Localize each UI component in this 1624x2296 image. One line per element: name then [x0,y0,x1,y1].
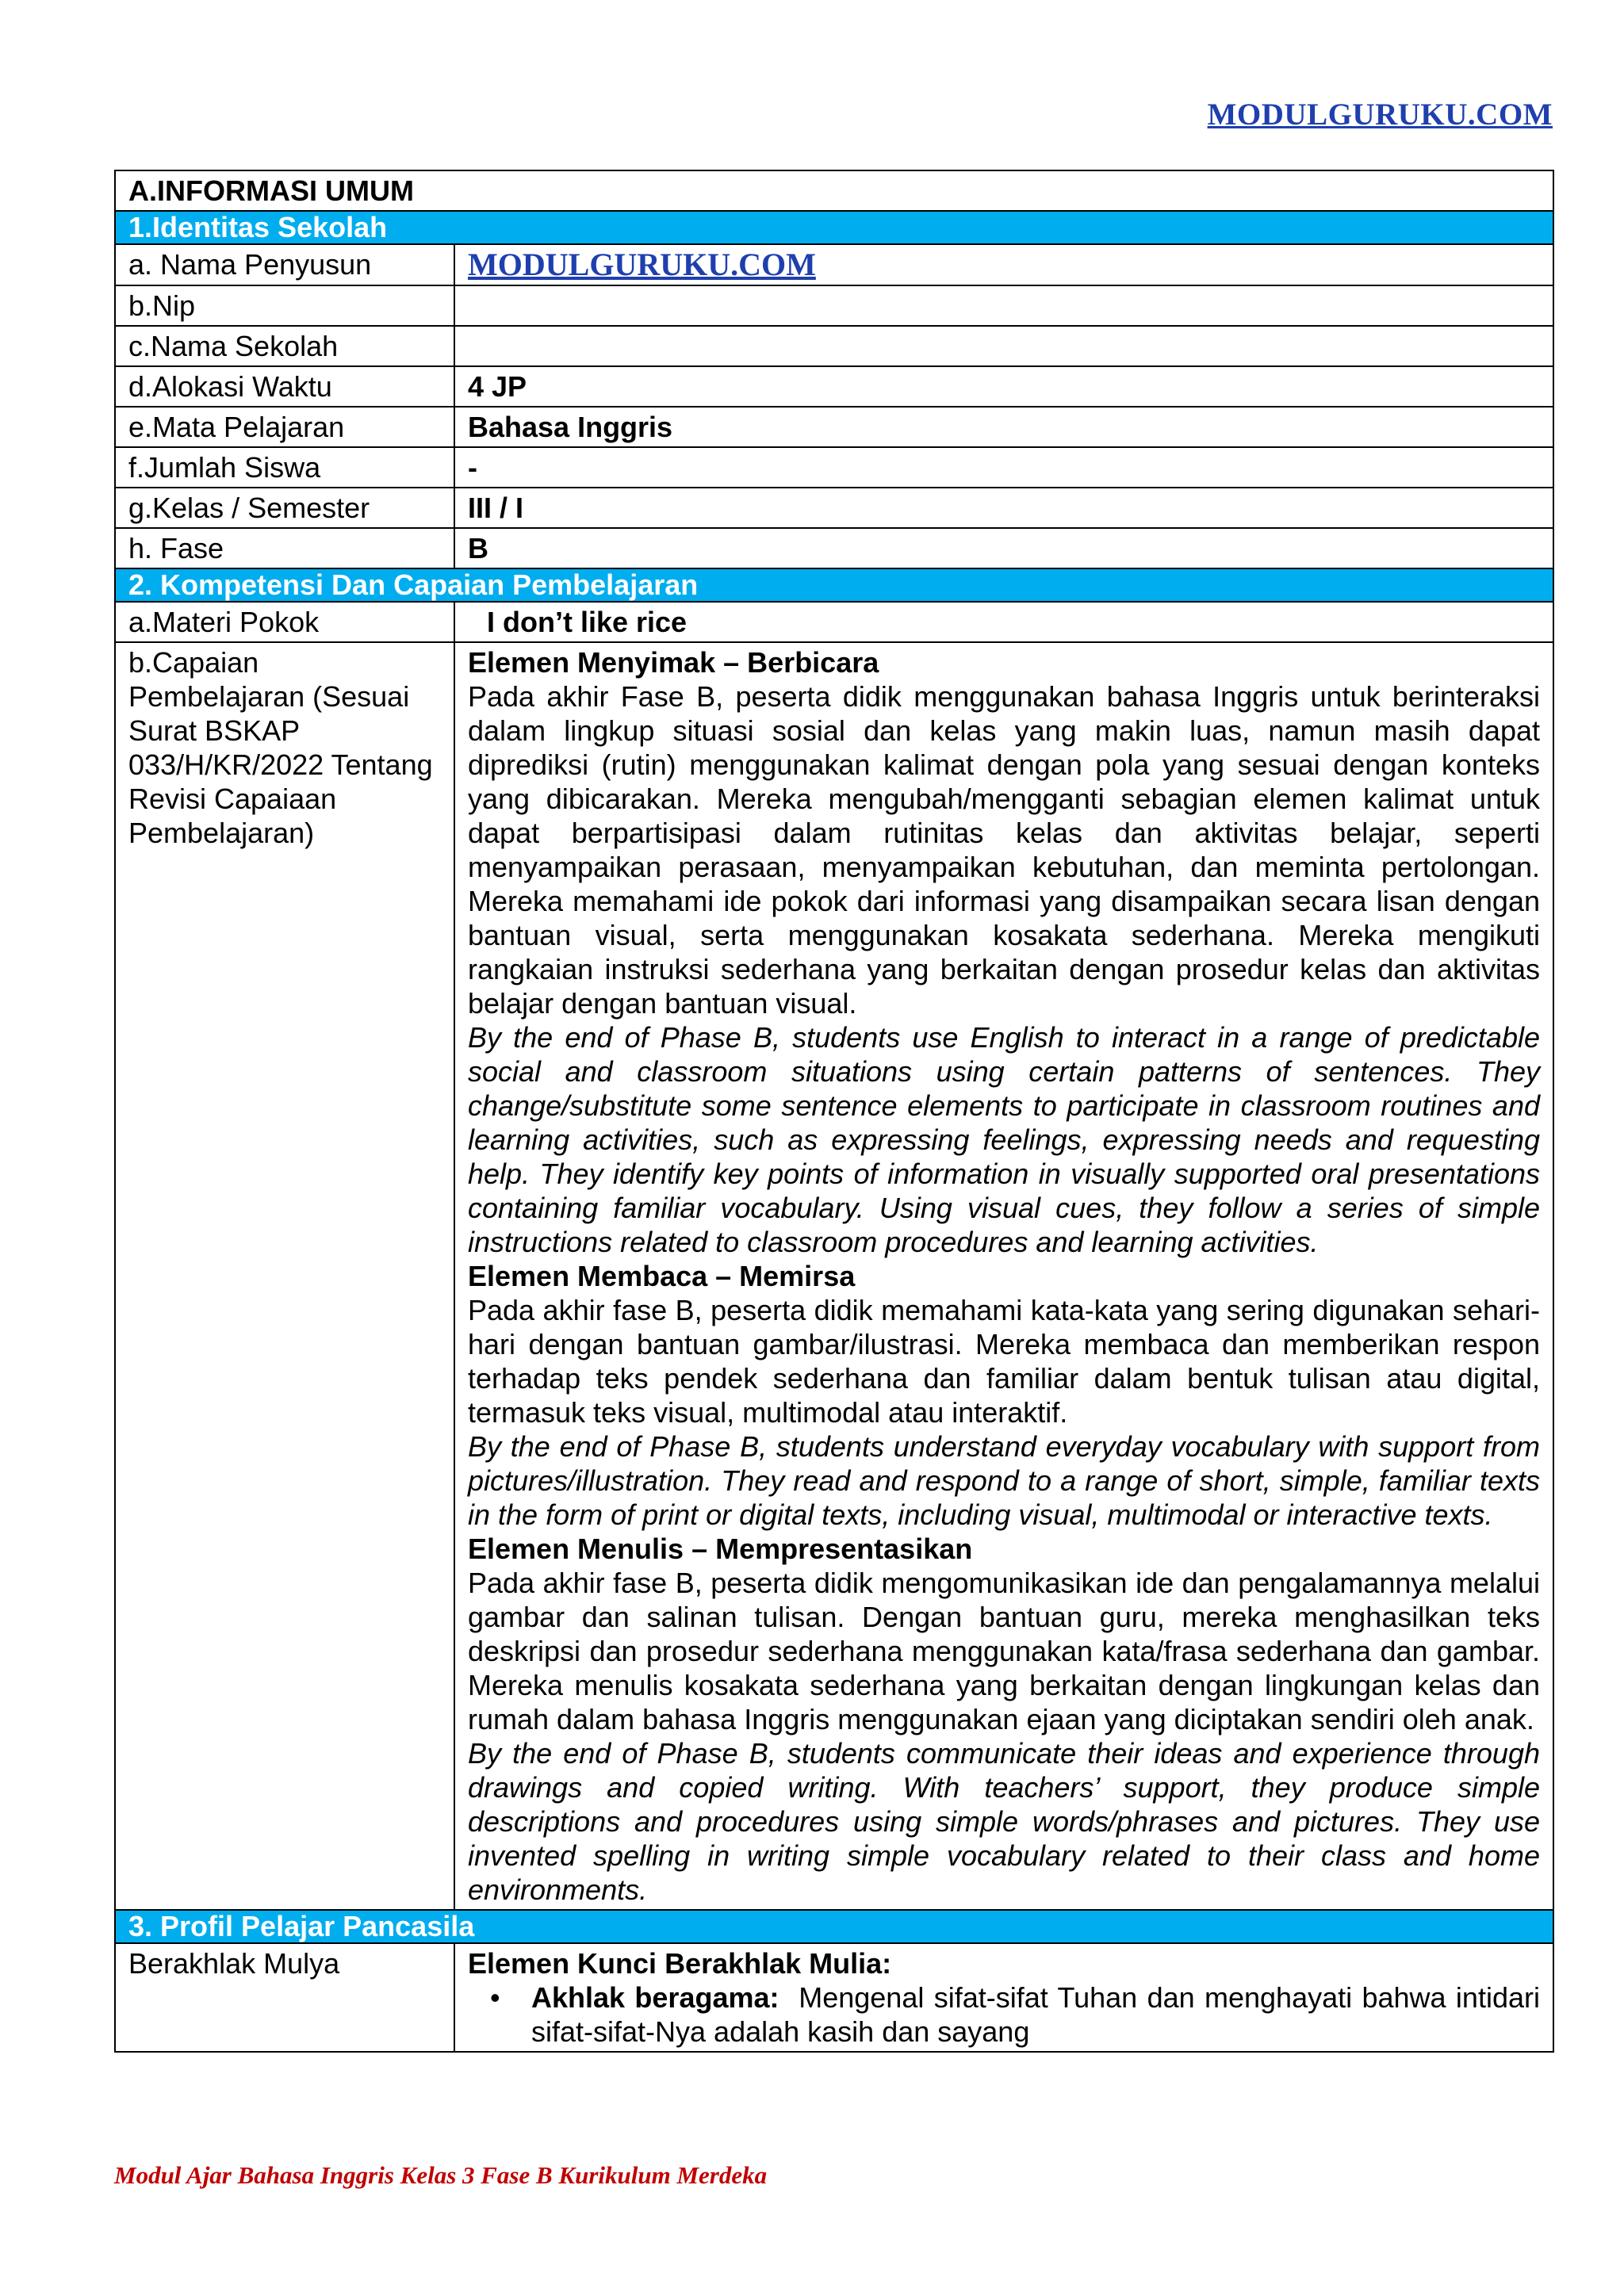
profil-content [454,1943,1553,2052]
element-text-en: By the end of Phase B, students communicate their ideas and experience through drawings and copied writing. With teachers’ support, they produce simple descriptions and procedures using simple words/phrases and pictures. They use invented spelling in writing simple vocabulary related to their class and home environments. [468,1737,1540,1906]
table-row [115,285,1553,326]
table-row [115,407,1553,447]
row-label: h. Fase [115,528,454,568]
element-heading: Elemen Menyimak – Berbicara [468,646,879,679]
bullet-term: Akhlak beragama: [531,1981,779,2014]
profil-row [115,1943,1553,2052]
element-heading: Elemen Membaca – Memirsa [468,1260,856,1292]
row-label: c.Nama Sekolah [115,326,454,366]
element-text-en: By the end of Phase B, students use English to interact in a range of predictable social and classroom situations using certain patterns of sentences. They change/substitute some sentence elements to participate in classroom routines and learning activities, such as expressing feelings, expressing needs and requesting help. They identify key points of information in visually supported oral presentations containing familiar vocabulary. Using visual cues, they follow a series of simple instructions related to classroom procedures and learning activities. [468,1021,1540,1258]
row-label: e.Mata Pelajaran [115,407,454,447]
element-text-id: Pada akhir Fase B, peserta didik menggunakan bahasa Inggris untuk berinteraksi dalam lingkup situasi sosial dan kelas yang makin luas, namun masih dapat diprediksi (rutin) menggunakan kalimat dengan pola yang sesuai dengan konteks yang dibicarakan. Mereka mengubah/mengganti sebagian elemen kalimat untuk dapat berpartisipasi dalam rutinitas kelas dan aktivitas belajar, seperti menyampaikan perasaan, menyampaikan kebutuhan, dan meminta pertolongan. Mereka memahami ide pokok dari informasi yang disampaikan secara lisan dengan bantuan visual, serta menggunakan kosakata sederhana. Mereka mengikuti rangkaian instruksi sederhana yang berkaitan dengan prosedur kelas dan aktivitas belajar dengan bantuan visual. [468,680,1540,1020]
element-text-id: Pada akhir fase B, peserta didik memahami kata-kata yang sering digunakan sehari-hari dengan bantuan gambar/ilustrasi. Mereka membaca dan memberikan respon terhadap teks pendek sederhana dan familiar dalam bentuk tulisan atau digital, termasuk teks visual, multimodal atau interaktif. [468,1294,1540,1429]
table-row [115,447,1553,488]
row-value [454,326,1553,366]
profil-title: 3. Profil Pelajar Pancasila [115,1910,1553,1943]
element-text-en: By the end of Phase B, students understand everyday vocabulary with support from pictures/illustration. They read and respond to a range of short, simple, familiar texts in the form of print or digital texts, including visual, multimodal or interactive texts. [468,1430,1540,1531]
identitas-title: 1.Identitas Sekolah [115,211,1553,244]
kompetensi-title: 2. Kompetensi Dan Capaian Pembelajaran [115,568,1553,602]
element-heading: Elemen Menulis – Mempresentasikan [468,1533,973,1565]
section-heading-row [115,170,1553,211]
footer-text: Modul Ajar Bahasa Inggris Kelas 3 Fase B Kurikulum Merdeka [114,2161,768,2189]
table-row [115,366,1553,407]
section-a-title: A.INFORMASI UMUM [115,170,1553,211]
information-table [114,170,1554,2053]
bullet-text: Mengenal sifat-sifat Tuhan dan menghayati bahwa intidari sifat-sifat-Nya adalah kasih dan sayang [531,1981,1540,2048]
row-label: d.Alokasi Waktu [115,366,454,407]
bullet-icon: • [490,1981,500,2014]
section-band-kompetensi [115,568,1553,602]
profil-heading: Elemen Kunci Berakhlak Mulia: [468,1947,892,1980]
row-label: g.Kelas / Semester [115,488,454,528]
table-row [115,326,1553,366]
list-item [490,1980,1540,2049]
table-row [115,528,1553,568]
table-row [115,244,1553,285]
section-band-identitas [115,211,1553,244]
row-value [454,285,1553,326]
table-row [115,602,1553,642]
row-value: III / I [454,488,1553,528]
profil-bullet-list [468,1980,1540,2049]
row-value: 4 JP [454,366,1553,407]
table-row [115,488,1553,528]
row-label: b.Nip [115,285,454,326]
capaian-label: b.Capaian Pembelajaran (Sesuai Surat BSKAP 033/H/KR/2022 Tentang Revisi Capaiaan Pembelajaran) [115,642,454,1910]
row-value: B [454,528,1553,568]
materi-label: a.Materi Pokok [115,602,454,642]
penyusun-link[interactable]: MODULGURUKU.COM [468,247,816,282]
element-text-id: Pada akhir fase B, peserta didik mengomunikasikan ide dan pengalamannya melalui gambar dan salinan tulisan. Dengan bantuan guru, mereka menghasilkan teks deskripsi dan prosedur sederhana menggunakan kata/frasa sederhana dan gambar. Mereka menulis kosakata sederhana yang berkaitan dengan lingkungan kelas dan rumah dalam bahasa Inggris menggunakan ejaan yang diciptakan sendiri oleh anak. [468,1567,1540,1735]
row-label: a. Nama Penyusun [115,244,454,285]
row-value [454,244,1553,285]
row-label: f.Jumlah Siswa [115,447,454,488]
materi-value: I don’t like rice [454,602,1553,642]
capaian-row [115,642,1553,1910]
capaian-content [454,642,1553,1910]
row-value: Bahasa Inggris [454,407,1553,447]
row-value: - [454,447,1553,488]
site-link[interactable]: MODULGURUKU.COM [1207,98,1553,132]
profil-label: Berakhlak Mulya [115,1943,454,2052]
section-band-profil [115,1910,1553,1943]
